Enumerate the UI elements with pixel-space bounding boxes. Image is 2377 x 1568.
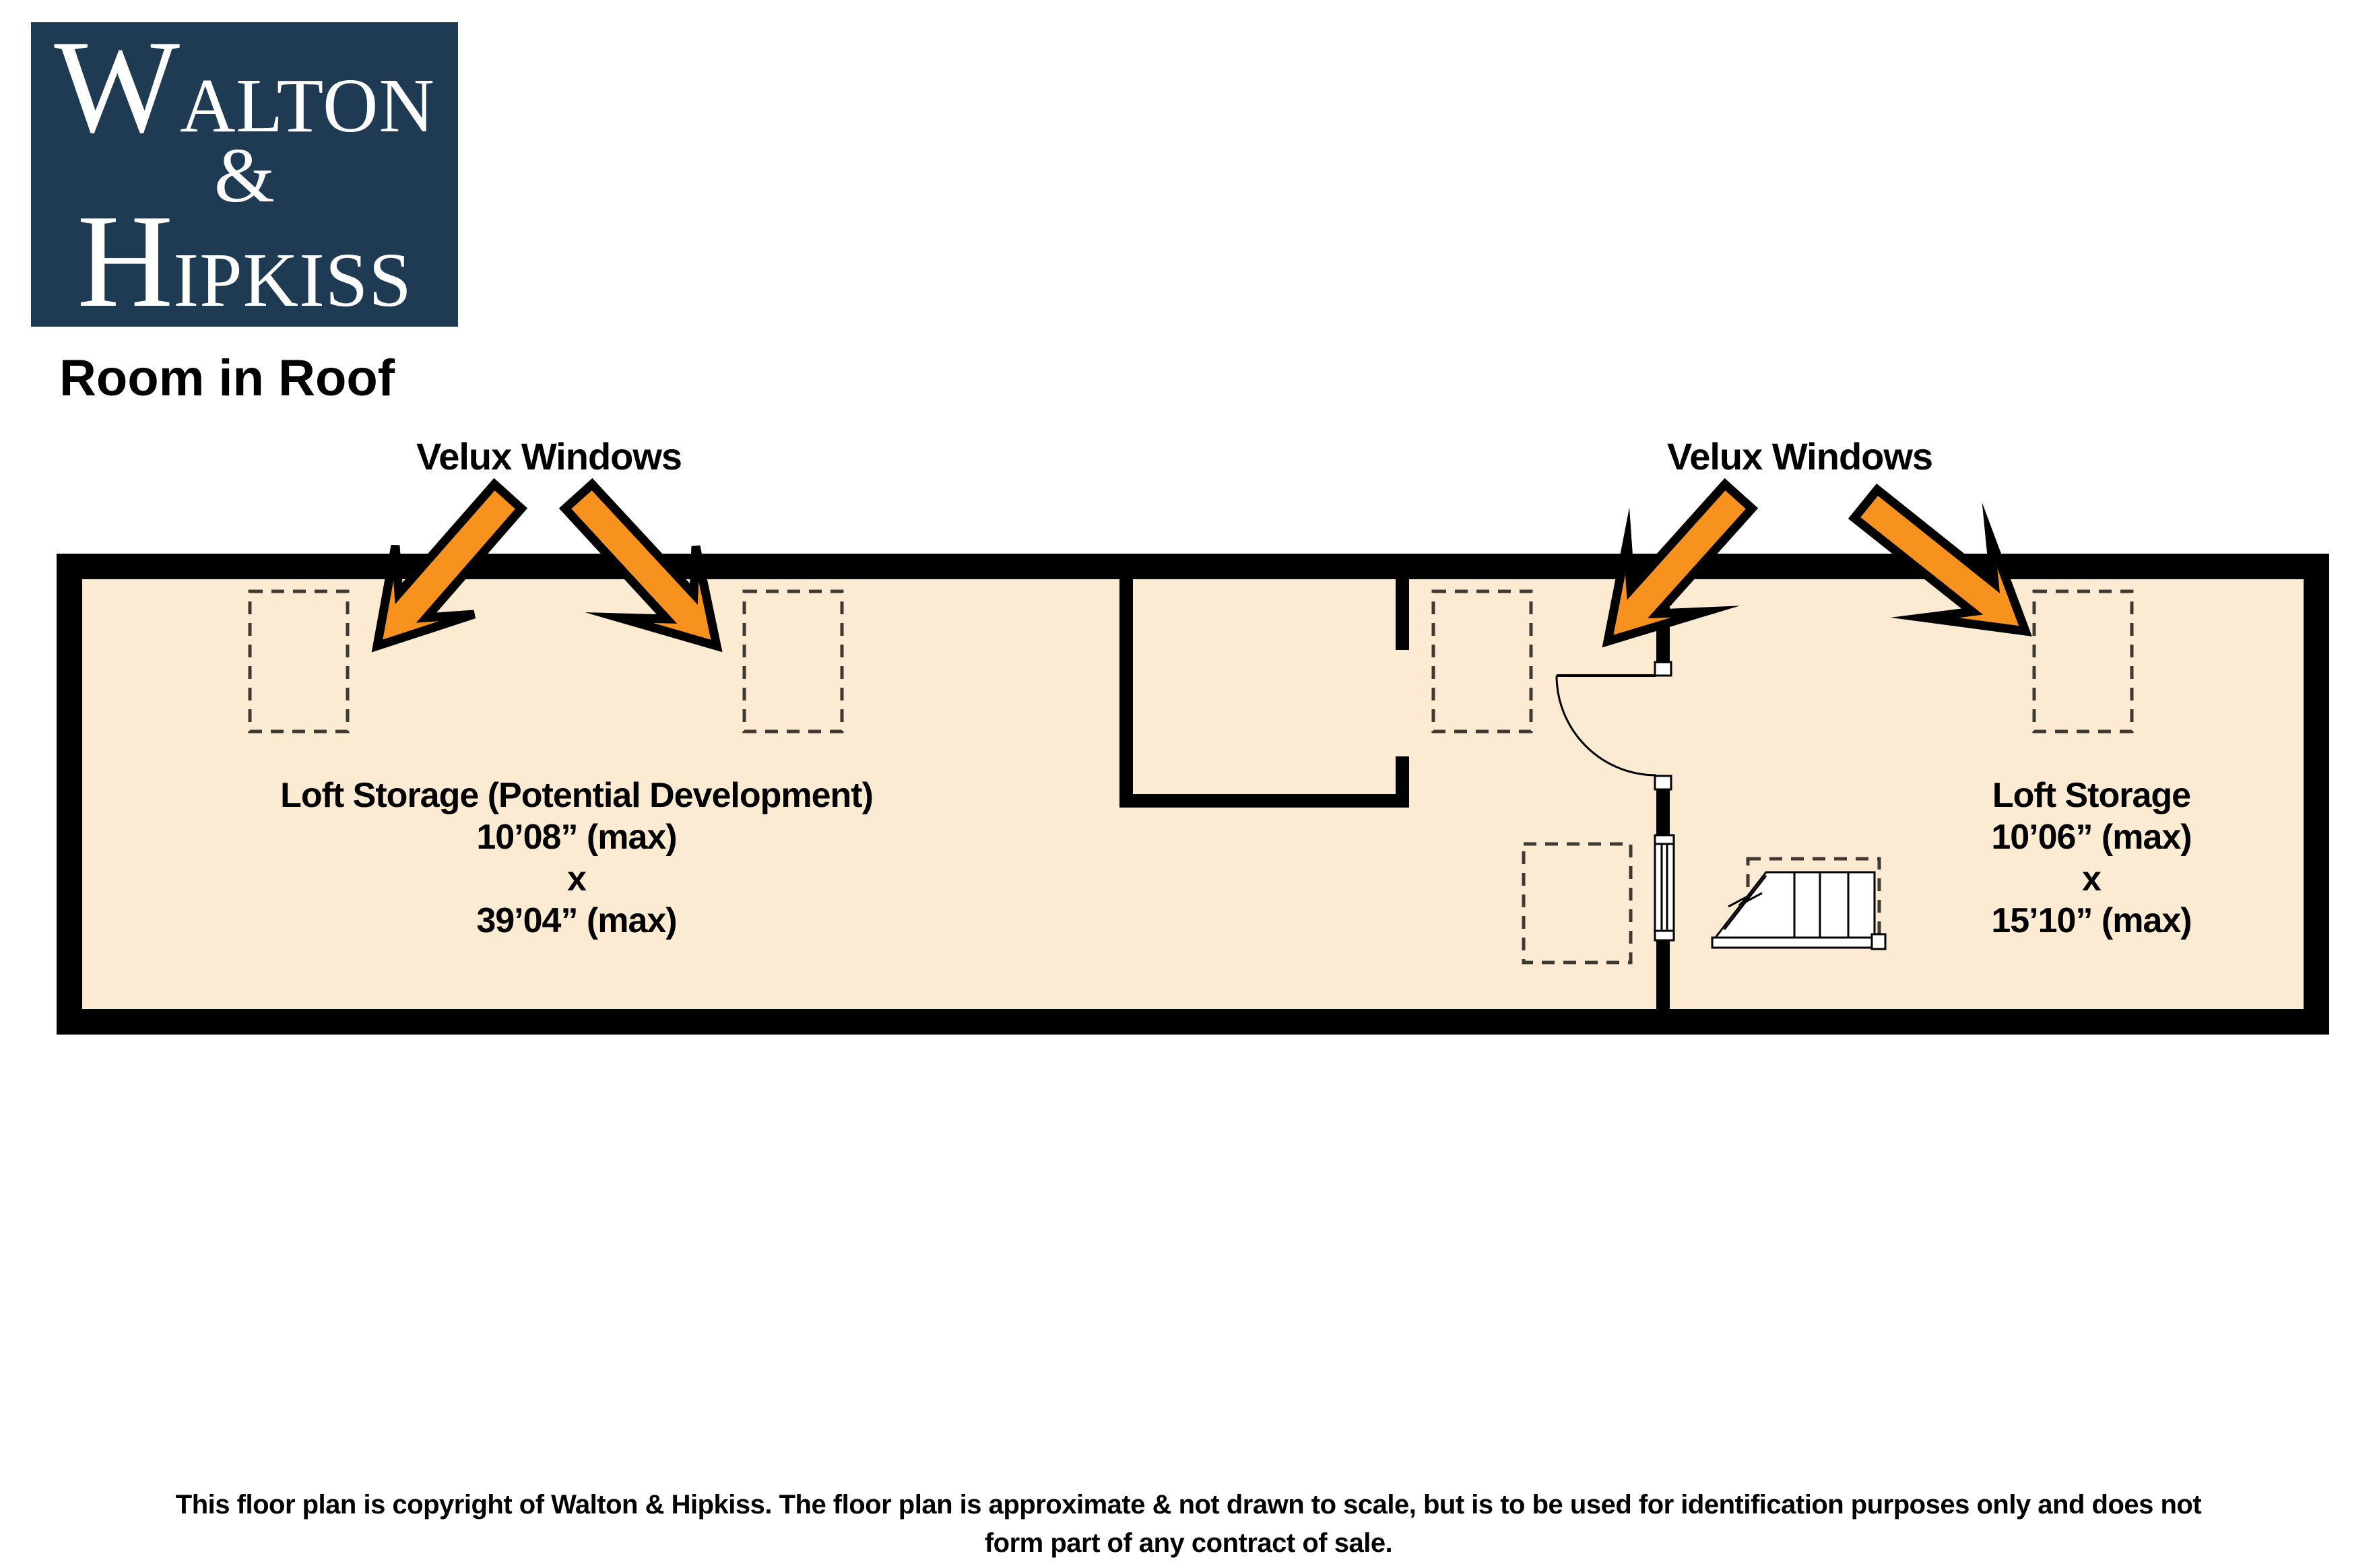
room-label-right (1822, 775, 2361, 942)
room-label-left (240, 775, 913, 942)
logo-hipkiss-initial: H (77, 187, 174, 335)
logo-hipkiss-rest: IPKISS (173, 237, 412, 323)
interior-room-left-wall (1119, 579, 1133, 808)
partition-wall-lower (1656, 940, 1670, 1009)
room-right-name: Loft Storage (1992, 776, 2191, 815)
room-left-dim-length: 39’04” (max) (476, 901, 677, 940)
room-right-separator: x (2082, 859, 2101, 899)
logo-ampersand: & (214, 132, 275, 219)
interior-room-right-wall-upper (1396, 579, 1409, 650)
partition-wall-middle (1656, 789, 1670, 835)
logo-walton-rest: ALTON (180, 63, 435, 149)
room-right-dim-length: 15’10” (max) (1991, 901, 2192, 940)
room-left-name: Loft Storage (Potential Development) (280, 776, 873, 815)
disclaimer-line-2: form part of any contract of sale. (984, 1528, 1393, 1558)
door-jamb-top (1655, 662, 1671, 676)
page-title: Room in Roof (59, 350, 395, 407)
internal-window-glazing (1662, 844, 1667, 931)
logo-walton-initial: W (54, 13, 181, 161)
disclaimer-line-1: This floor plan is copyright of Walton & Hipkiss. The floor plan is approximate & not drawn to scale, but is to be used for identification purposes only and does not (175, 1490, 2202, 1520)
door-jamb-bottom (1655, 776, 1671, 789)
interior-room-bottom-wall (1119, 794, 1409, 808)
room-right-dim-width: 10’06” (max) (1991, 818, 2192, 857)
room-left-separator: x (567, 859, 586, 899)
velux-windows-label-left: Velux Windows (416, 435, 682, 478)
interior-room-right-wall-lower (1396, 756, 1409, 808)
room-left-dim-width: 10’08” (max) (476, 818, 677, 857)
copyright-disclaimer (0, 1486, 2377, 1563)
velux-windows-label-right: Velux Windows (1666, 435, 1933, 478)
